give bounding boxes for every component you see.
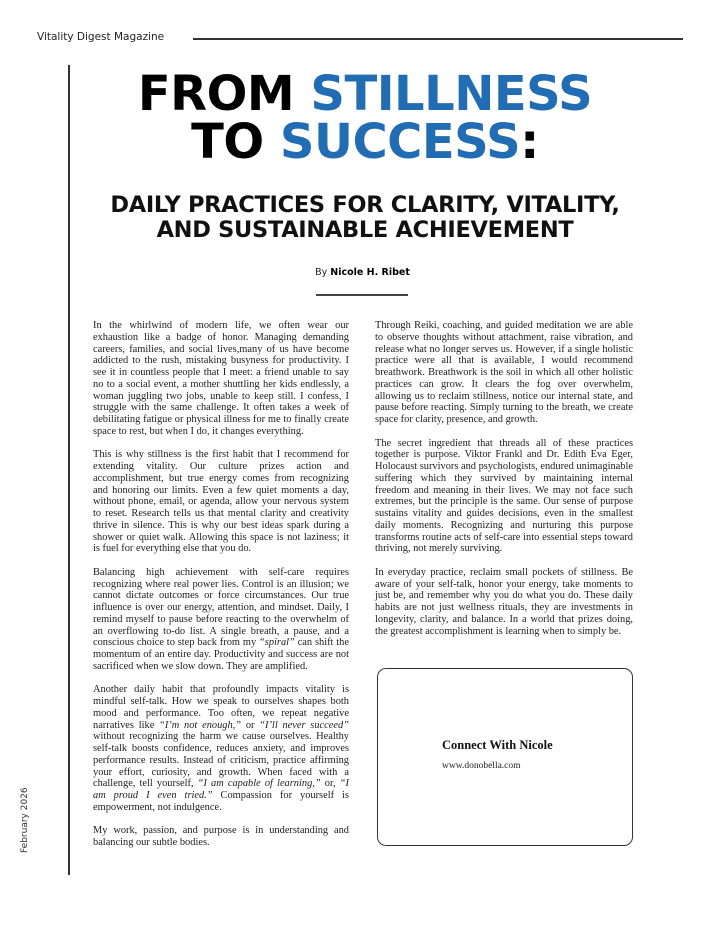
paragraph	[93, 567, 349, 673]
italic-quote: “I am proud I even tried.”	[93, 778, 349, 801]
text-run: Compassion for yourself is empowerment, not indulgence.	[93, 790, 349, 813]
paragraph: Through Reiki, coaching, and guided meditation we are able to observe thoughts without attachment, raise vibration, and release what no longer serves us. However, if a single holistic practice were all that is available, I would recommend breathwork. Breathwork is the soil in which all other holistic practices can grow. It clears the fog over overwhelm, allowing us to reclaim stillness, notice our internal state, and pause before reacting. Simply turning to the breath, we create space for clarity, presence, and growth.	[375, 320, 633, 425]
subtitle-line-2: AND SUSTAINABLE ACHIEVEMENT	[156, 217, 574, 243]
byline-rule	[316, 294, 408, 296]
paragraph: This is why stillness is the first habit that I recommend for extending vitality. Our culture prizes action and accomplishment, but true energy comes from recognizing and honoring our limits. Even a few quiet moments a day, without phone, email, or agenda, allow your nervous system to reset. Research tells us that mental clarity and creativity thrive in silence. This is why our best ideas spark during a shower or quiet walk. Allowing this space is not laziness; it is fuel for everything else that you do.	[93, 449, 349, 555]
text-run: can shift the momentum of an entire day. Productivity and success are not sacrificed when we slow down. They are amplified.	[93, 637, 349, 672]
article-title	[80, 66, 650, 170]
left-column	[93, 320, 349, 861]
italic-quote: “spiral”	[259, 637, 295, 649]
connect-box	[377, 668, 633, 846]
magazine-name: Vitality Digest Magazine	[37, 31, 165, 43]
title-colon: :	[520, 114, 539, 170]
text-run: or	[245, 719, 255, 731]
byline	[250, 267, 475, 278]
right-column	[375, 320, 633, 649]
italic-quote: “I’ll never succeed”	[259, 719, 349, 731]
author-name: Nicole H. Ribet	[330, 267, 410, 278]
article-subtitle	[80, 193, 650, 243]
connect-title: Connect With Nicole	[442, 738, 553, 752]
text-run: or,	[324, 778, 336, 790]
text-run: Another daily habit that profoundly impacts vitality is mindful self-talk. How we speak to ourselves shapes both mood and performance. Too often, we repeat negative narratives like	[93, 684, 349, 731]
issue-date: February 2026	[20, 787, 30, 853]
connect-website-link[interactable]: www.donobella.com	[442, 761, 521, 771]
byline-prefix: By	[315, 267, 328, 278]
paragraph: In everyday practice, reclaim small pockets of stillness. Be aware of your self-talk, honor your energy, take moments to just be, and remember why you do what you do. These daily habits are not just wellness rituals, they are investments in longevity, clarity, and balance. In a world that prizes doing, the greatest accomplishment is learning when to simply be.	[375, 566, 633, 637]
header-rule	[193, 38, 683, 40]
paragraph: The secret ingredient that threads all of these practices together is purpose. Viktor Frankl and Dr. Edith Eva Eger, Holocaust survivors and psychologists, endured unimaginable suffering which they survived by maintaining internal freedom and meaning in their lives. We may not face such extremes, but the principle is the same. Our sense of purpose sustains vitality and guides decisions, even in the smallest daily moments. Recognizing and nurturing this purpose transforms routine acts of self-care into essential steps toward thriving, not merely surviving.	[375, 437, 633, 555]
italic-quote: “I’m not enough,”	[159, 719, 242, 731]
title-from: FROM	[137, 66, 295, 122]
side-rule	[68, 65, 70, 875]
subtitle-line-1: DAILY PRACTICES FOR CLARITY, VITALITY,	[110, 192, 620, 218]
title-success: SUCCESS	[279, 114, 521, 170]
text-run: Balancing high achievement with self-care requires recognizing where real power lies. Control is an illusion; we cannot dictate outcomes or force circumstances. Our true influence is over our energy, attention, and mindset. Daily, I remind myself to pause before reacting to the overwhelm of an overflowing to-do list. A single breath, a pause, and a conscious choice to step back from my	[93, 566, 349, 649]
paragraph: My work, passion, and purpose is in understanding and balancing our subtle bodies.	[93, 825, 349, 848]
title-to: TO	[191, 114, 264, 170]
italic-quote: “I am capable of learning,”	[197, 778, 321, 790]
title-stillness: STILLNESS	[310, 66, 593, 122]
paragraph: In the whirlwind of modern life, we often wear our exhaustion like a badge of honor. Managing demanding careers, families, and social lives,many of us have become addicted to the rush, mistaking busyness for productivity. I see it in countless people that I meet: a friend unable to say no to a social event, a mother shuttling her kids endlessly, a woman juggling two jobs, unable to keep still. I confess, I struggle with the same challenge. It often takes a week of debilitating fatigue or physical illness for me to finally create space to rest, but when I do, it changes everything.	[93, 320, 349, 437]
text-run: without recognizing the harm we cause ourselves. Healthy self-talk boosts confidence, reduces anxiety, and improves performance results. Instead of criticism, practice affirming your effort, curiosity, and growth. When faced with a challenge, tell yourself,	[93, 731, 349, 790]
paragraph	[93, 684, 349, 813]
